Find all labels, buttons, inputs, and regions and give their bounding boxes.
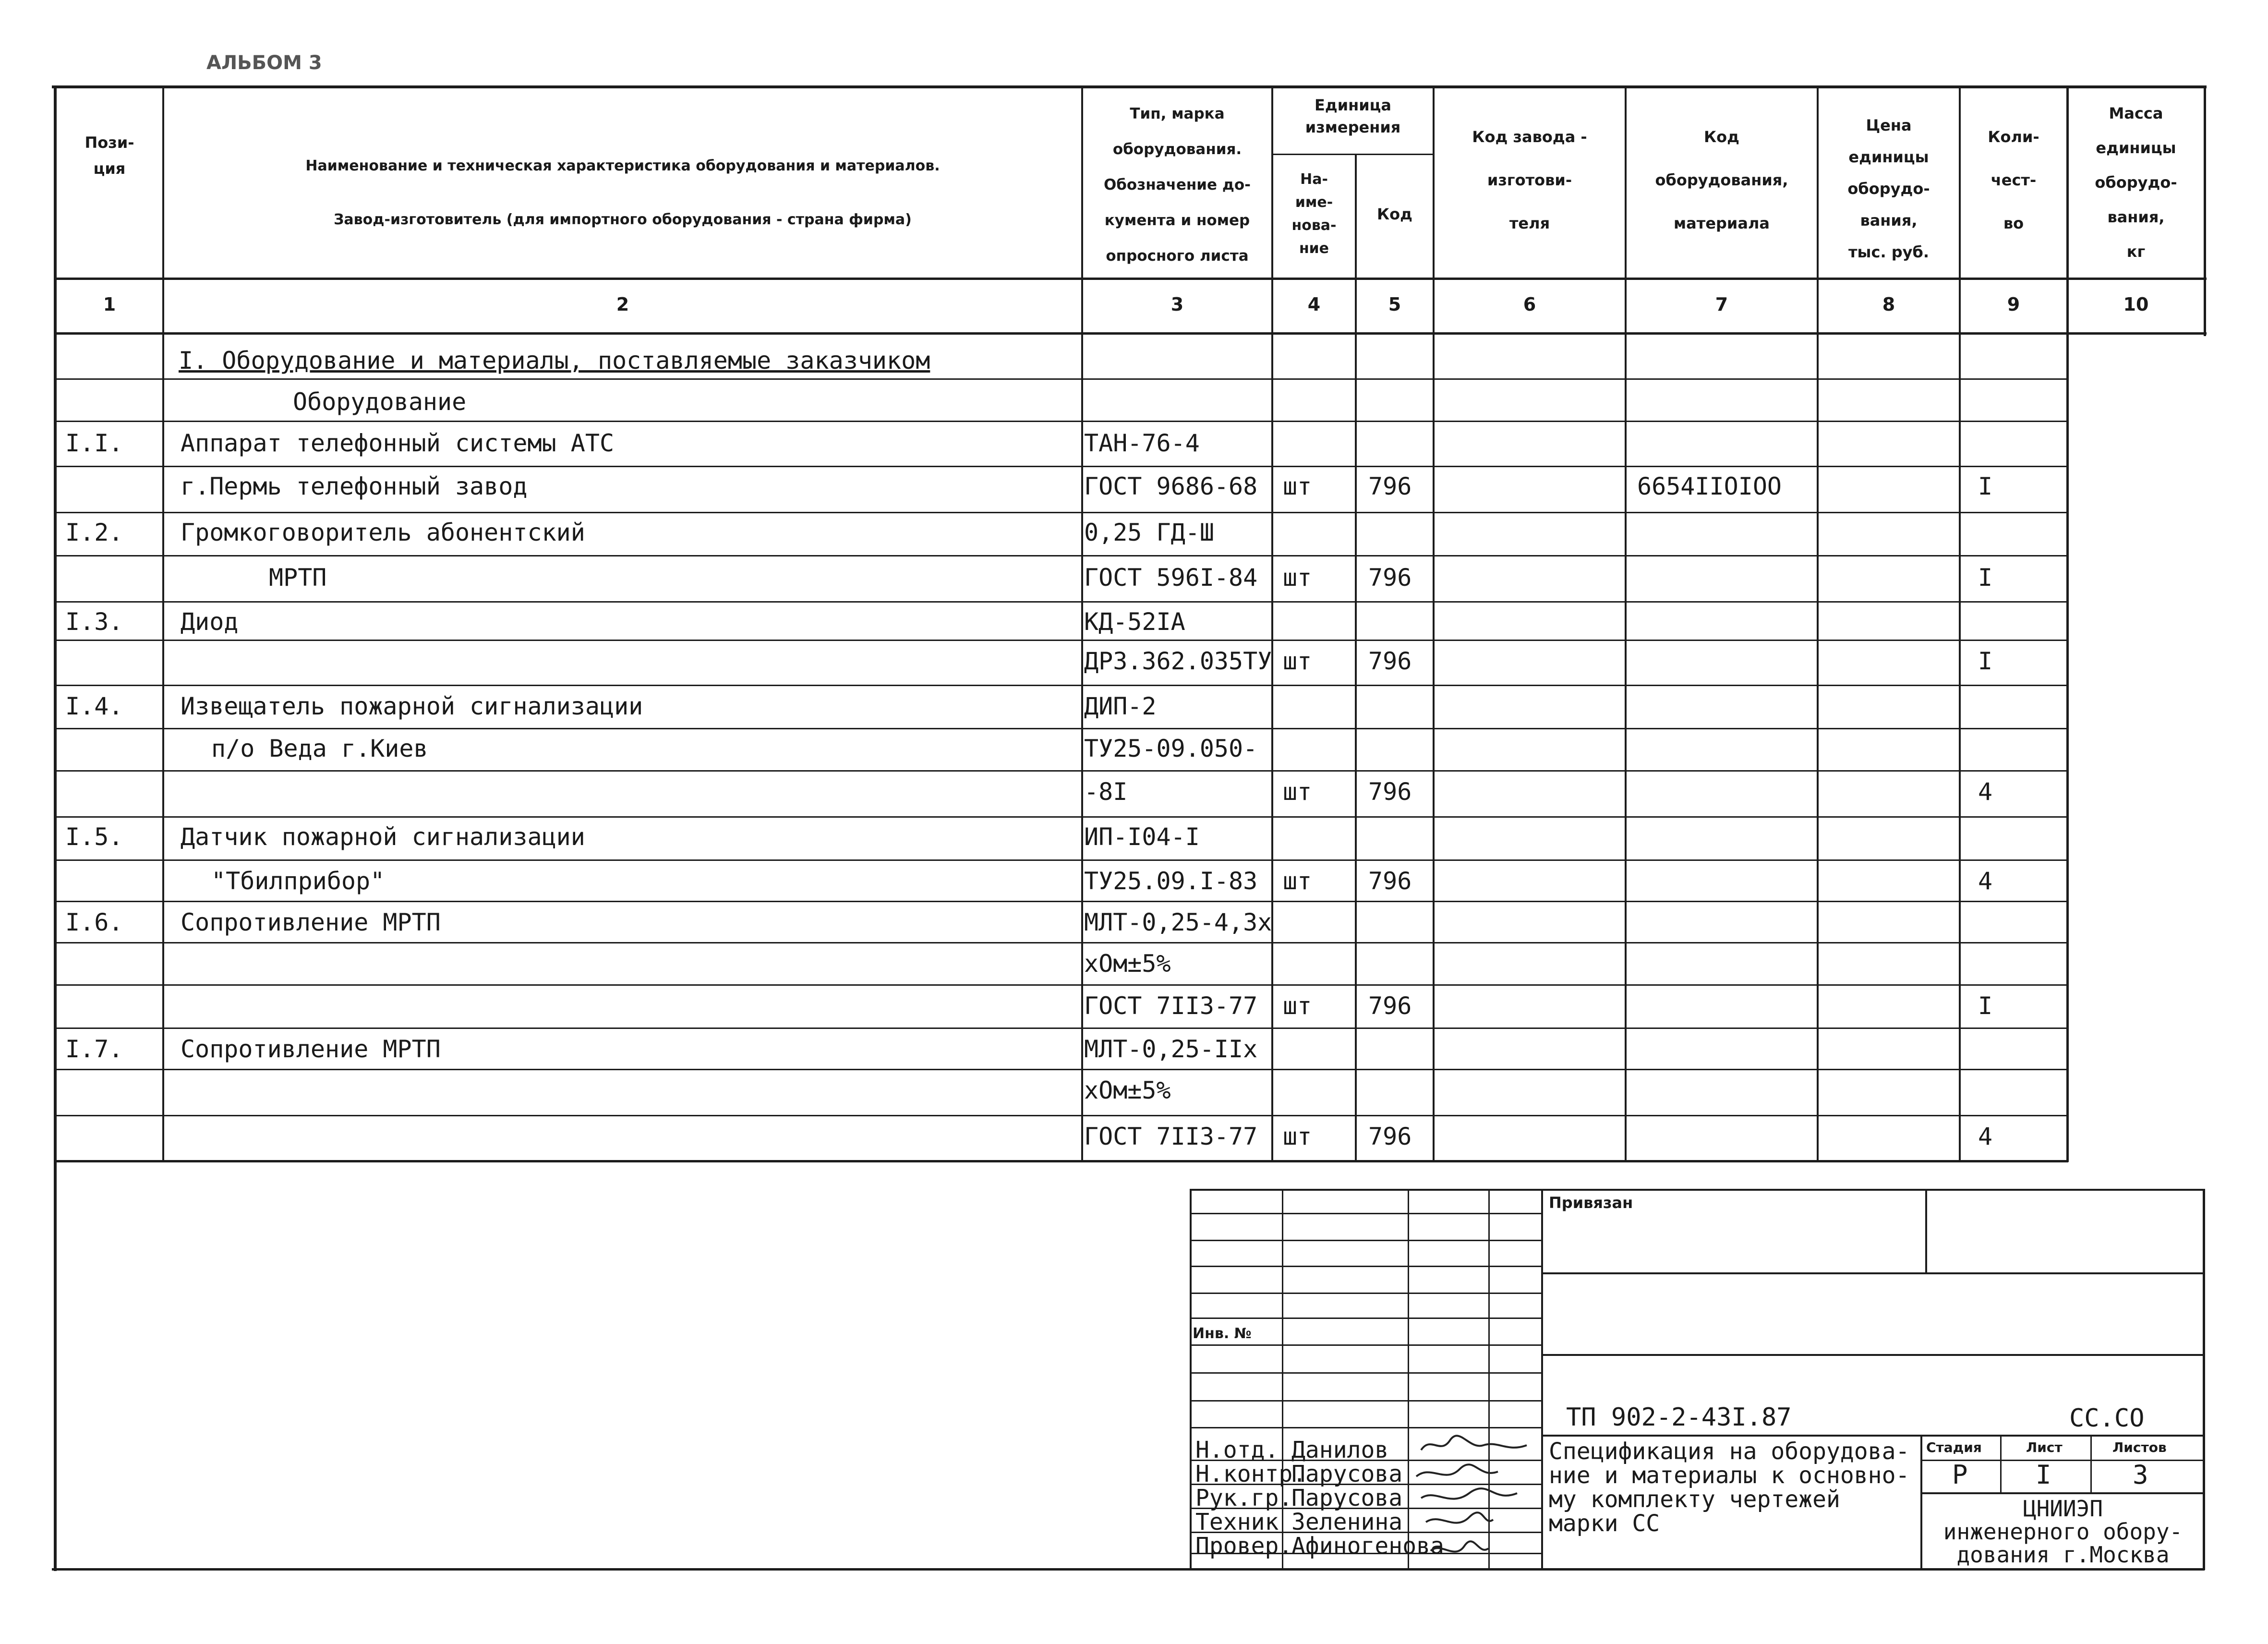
row-unit: шт	[1283, 867, 1312, 895]
row-name: п/о Веда г.Киев	[211, 735, 428, 762]
header-position: Пози- ция	[84, 133, 134, 178]
row-type: ТУ25.09.I-83	[1084, 867, 1258, 895]
signer-role: Н.контр.	[1195, 1461, 1307, 1487]
row-type: КД-52IA	[1084, 608, 1185, 636]
stamp-org: ЦНИИЭП инженерного обору- дования г.Москва	[1943, 1496, 2183, 1568]
row-unit-code: 796	[1368, 1123, 1412, 1150]
row-unit-code: 796	[1368, 867, 1412, 895]
stamp-stage-label: Стадия	[1926, 1439, 1982, 1455]
row-unit: шт	[1283, 778, 1312, 806]
header-price: Цена единицы оборудо- вания, тыс. руб.	[1847, 116, 1930, 261]
colnum-10: 10	[2123, 294, 2149, 315]
row-position: I.4.	[65, 692, 123, 720]
stamp-sheets: 3	[2133, 1460, 2148, 1490]
row-position: I.I.	[65, 429, 123, 457]
colnum-3: 3	[1170, 294, 1184, 315]
row-type: ГОСТ 7II3-77	[1084, 992, 1258, 1020]
row-position: I.7.	[65, 1035, 123, 1063]
signer-role: Н.отд.	[1195, 1437, 1279, 1463]
signer-role: Техник	[1195, 1509, 1279, 1535]
row-type: ИП-I04-I	[1084, 823, 1200, 851]
header-type: Тип, марка оборудования. Обозначение до- кумента и номер опросного листа	[1103, 105, 1251, 265]
signer-name: Парусова	[1291, 1461, 1403, 1487]
row-position: I.5.	[65, 823, 123, 851]
row-type: ДИП-2	[1084, 692, 1157, 720]
row-name: Диод	[181, 608, 239, 636]
header-equipment-code: Код оборудования, материала	[1655, 128, 1788, 232]
stamp-sheet: I	[2036, 1460, 2051, 1490]
row-quantity: I	[1978, 992, 1993, 1020]
row-type: ТАН-76-4	[1084, 429, 1200, 457]
signer-name: Парусова	[1291, 1485, 1403, 1511]
row-quantity: 4	[1978, 1123, 1993, 1150]
row-type: ГОСТ 9686-68	[1084, 472, 1258, 500]
row-unit-code: 796	[1368, 992, 1412, 1020]
row-type: ДР3.362.035ТУ	[1084, 647, 1272, 675]
row-name: Датчик пожарной сигнализации	[181, 823, 585, 851]
header-mass: Масса единицы оборудо- вания, кг	[2095, 104, 2177, 261]
header-quantity: Коли- чест- во	[1988, 128, 2039, 232]
header-factory-code: Код завода - изготови- теля	[1472, 128, 1587, 232]
row-name: "Тбилприбор"	[211, 867, 385, 895]
signer-name: Зеленина	[1291, 1509, 1403, 1535]
colnum-2: 2	[616, 294, 629, 315]
row-unit-code: 796	[1368, 564, 1412, 592]
row-position: I.6.	[65, 908, 123, 936]
row-type: МЛТ-0,25-4,3х	[1084, 908, 1272, 936]
header-unit-code: Код	[1377, 205, 1412, 223]
colnum-4: 4	[1307, 294, 1321, 315]
stamp-doc-code: ТП 902-2-43I.87	[1566, 1403, 1792, 1432]
row-type: хОм±5%	[1084, 1076, 1171, 1104]
row-name: Громкоговоритель абонентский	[181, 519, 585, 546]
row-type: -8I	[1084, 778, 1128, 806]
header-name: Наименование и техническая характеристика оборудования и материалов. Завод-изготовитель (для импортного оборудования - страна фирма)	[305, 157, 940, 228]
row-name: Извещатель пожарной сигнализации	[181, 692, 643, 720]
subsection-title: Оборудование	[293, 388, 467, 416]
signer-name: Афиногенова	[1291, 1533, 1444, 1559]
colnum-1: 1	[103, 294, 116, 315]
signer-role: Рук.гр.	[1195, 1485, 1293, 1511]
colnum-7: 7	[1715, 294, 1728, 315]
row-quantity: I	[1978, 472, 1993, 500]
row-name: Аппарат телефонный системы АТС	[181, 429, 615, 457]
colnum-6: 6	[1523, 294, 1536, 315]
stamp-sheet-code: СС.СО	[2069, 1404, 2145, 1433]
row-unit-code: 796	[1368, 778, 1412, 806]
signer-role: Провер.	[1195, 1533, 1293, 1559]
section-title: I. Оборудование и материалы, поставляемые заказчиком	[179, 347, 930, 375]
colnum-8: 8	[1882, 294, 1895, 315]
row-unit: шт	[1283, 647, 1312, 675]
header-unit-name: На- име- нова- ние	[1291, 171, 1337, 257]
row-type: ГОСТ 596I-84	[1084, 564, 1258, 592]
row-type: МЛТ-0,25-IIх	[1084, 1035, 1258, 1063]
row-unit: шт	[1283, 564, 1312, 592]
row-unit-code: 796	[1368, 647, 1412, 675]
stamp-sheets-label: Листов	[2112, 1439, 2167, 1455]
row-equipment-code: 6654IIOIOO	[1637, 472, 1782, 500]
row-type: ГОСТ 7II3-77	[1084, 1123, 1258, 1150]
row-unit: шт	[1283, 472, 1312, 500]
row-name: МРТП	[269, 564, 327, 592]
stamp-title: Спецификация на оборудова- ние и материалы к основно- му комплекту чертежей марки СС	[1549, 1438, 1910, 1537]
row-unit: шт	[1283, 1123, 1312, 1150]
stamp-inv-no: Инв. №	[1193, 1325, 1252, 1342]
stamp-stage: Р	[1952, 1460, 1968, 1490]
row-quantity: 4	[1978, 867, 1993, 895]
row-unit: шт	[1283, 992, 1312, 1020]
stamp-privyazan: Привязан	[1549, 1194, 1633, 1212]
header-unit-group: Единица измерения	[1305, 96, 1401, 136]
row-type: хОм±5%	[1084, 950, 1171, 978]
row-name: Сопротивление МРТП	[181, 908, 441, 936]
row-name: Сопротивление МРТП	[181, 1035, 441, 1063]
row-position: I.2.	[65, 519, 123, 546]
row-position: I.3.	[65, 608, 123, 636]
signature-marks	[1411, 1431, 1541, 1570]
row-quantity: I	[1978, 647, 1993, 675]
row-type: ТУ25-09.050-	[1084, 735, 1258, 762]
stamp-sheet-label: Лист	[2026, 1439, 2063, 1455]
row-quantity: I	[1978, 564, 1993, 592]
album-label: АЛЬБОМ 3	[206, 52, 322, 74]
row-type: 0,25 ГД-Ш	[1084, 519, 1214, 546]
row-quantity: 4	[1978, 778, 1993, 806]
row-unit-code: 796	[1368, 472, 1412, 500]
signer-name: Данилов	[1291, 1437, 1389, 1463]
row-name: г.Пермь телефонный завод	[181, 472, 528, 500]
colnum-9: 9	[2007, 294, 2020, 315]
colnum-5: 5	[1388, 294, 1401, 315]
